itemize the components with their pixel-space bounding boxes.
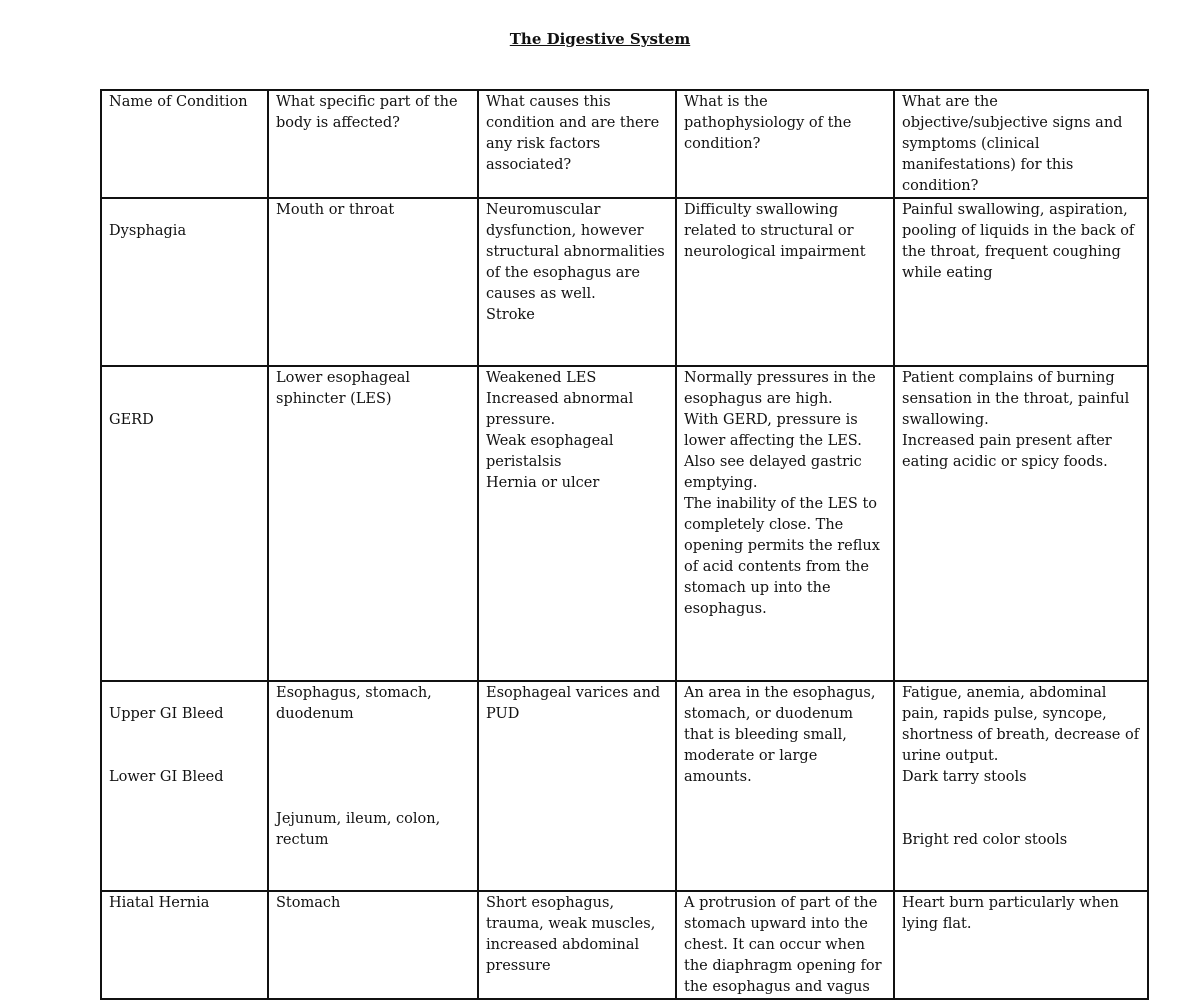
header-cell: What specific part of the body is affected? <box>268 90 478 198</box>
header-cell: Name of Condition <box>101 90 268 198</box>
body-part-cell: Lower esophageal sphincter (LES) <box>268 366 478 681</box>
cause-cell: Esophageal varices and PUD <box>478 681 676 891</box>
table-row <box>101 681 1148 891</box>
header-cell: What are the objective/subjective signs and symptoms (clinical manifestations) for this condition? <box>894 90 1148 198</box>
condition-name-cell: GERD <box>101 366 268 681</box>
header-cell: What causes this condition and are there any risk factors associated? <box>478 90 676 198</box>
conditions-table <box>100 89 1149 1000</box>
signs-cell: Painful swallowing, aspiration, pooling of liquids in the back of the throat, frequent coughing while eating <box>894 198 1148 366</box>
signs-cell: Heart burn particularly when lying flat. <box>894 891 1148 999</box>
header-cell: What is the pathophysiology of the condition? <box>676 90 894 198</box>
signs-cell: Fatigue, anemia, abdominal pain, rapids pulse, syncope, shortness of breath, decrease of urine output. Dark tarry stools Bright red color stools <box>894 681 1148 891</box>
pathophysiology-cell: Normally pressures in the esophagus are high. With GERD, pressure is lower affecting the LES. Also see delayed gastric emptying. The inability of the LES to completely close. The opening permits the reflux of acid contents from the stomach up into the esophagus. <box>676 366 894 681</box>
cause-cell: Short esophagus, trauma, weak muscles, increased abdominal pressure <box>478 891 676 999</box>
pathophysiology-cell: A protrusion of part of the stomach upward into the chest. It can occur when the diaphragm opening for the esophagus and vagus <box>676 891 894 999</box>
condition-name-cell: Upper GI Bleed Lower GI Bleed <box>101 681 268 891</box>
condition-name-cell: Hiatal Hernia <box>101 891 268 999</box>
pathophysiology-cell: Difficulty swallowing related to structural or neurological impairment <box>676 198 894 366</box>
pathophysiology-cell: An area in the esophagus, stomach, or duodenum that is bleeding small, moderate or large amounts. <box>676 681 894 891</box>
cause-cell: Weakened LES Increased abnormal pressure. Weak esophageal peristalsis Hernia or ulcer <box>478 366 676 681</box>
table-row <box>101 366 1148 681</box>
table-row <box>101 891 1148 999</box>
table-header-row <box>101 90 1148 198</box>
body-part-cell: Stomach <box>268 891 478 999</box>
condition-name-cell: Dysphagia <box>101 198 268 366</box>
cause-cell: Neuromuscular dysfunction, however structural abnormalities of the esophagus are causes as well. Stroke <box>478 198 676 366</box>
page-title: The Digestive System <box>509 30 691 48</box>
body-part-cell: Mouth or throat <box>268 198 478 366</box>
signs-cell: Patient complains of burning sensation in the throat, painful swallowing. Increased pain present after eating acidic or spicy foods. <box>894 366 1148 681</box>
table-row <box>101 198 1148 366</box>
body-part-cell: Esophagus, stomach, duodenum Jejunum, ileum, colon, rectum <box>268 681 478 891</box>
